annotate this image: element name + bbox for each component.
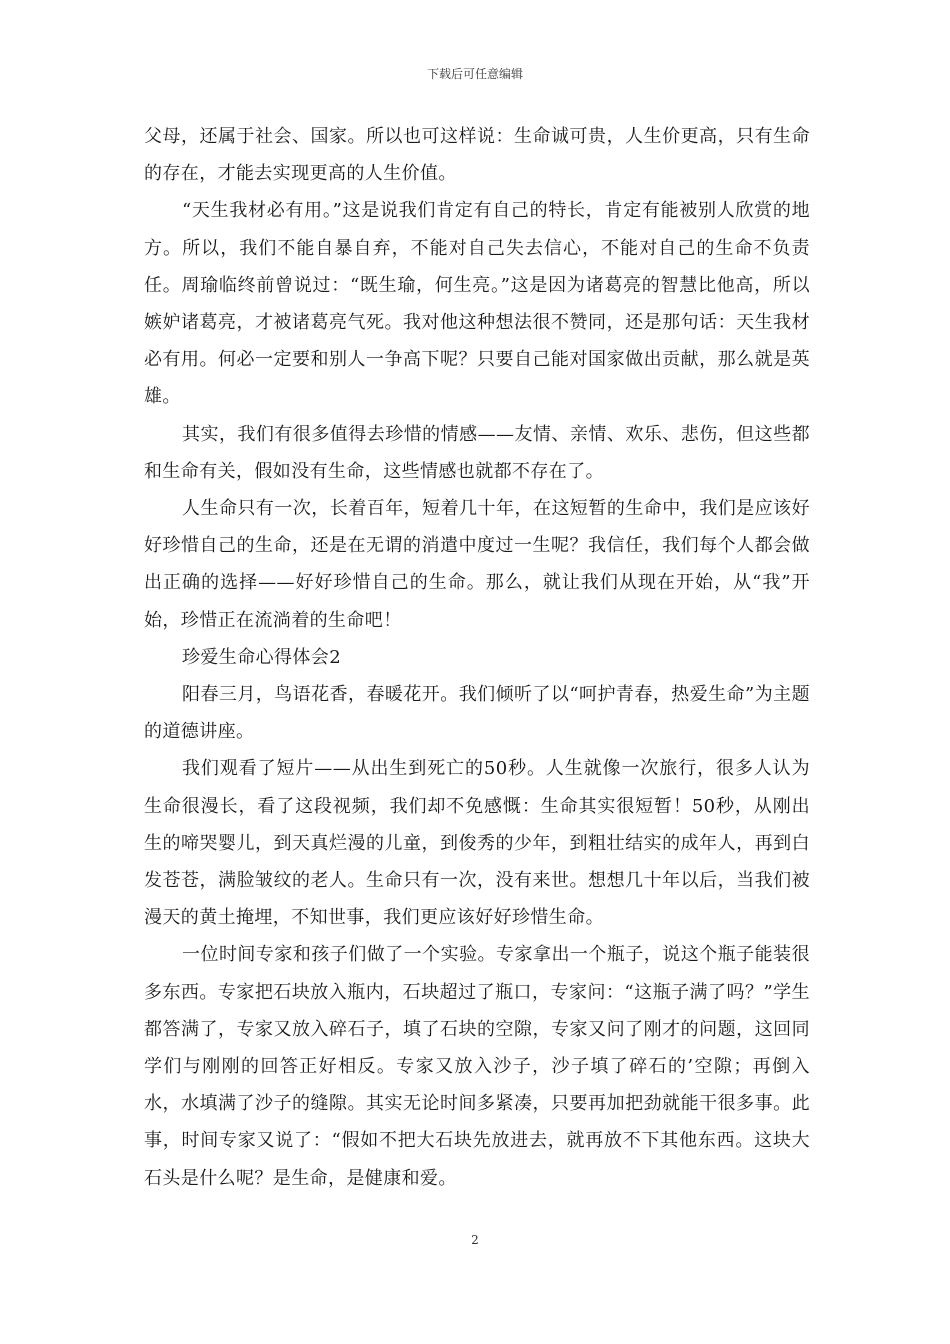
paragraph: 阳春三月，鸟语花香，春暖花开。我们倾听了以“呵护青春，热爱生命”为主题的道德讲座。: [144, 684, 810, 743]
paragraph-continuation: 父母，还属于社会、国家。所以也可这样说：生命诚可贵，人生价更高，只有生命的存在，才能去实现更高的人生价值。: [144, 126, 810, 185]
paragraph: 我们观看了短片——从出生到死亡的50秒。人生就像一次旅行，很多人认为生命很漫长，看了这段视频，我们却不免感慨：生命其实很短暂！50秒，从刚出生的啼哭婴儿，到天真烂漫的儿童，到俊秀的少年，到粗壮结实的成年人，再到白发苍苍，满脸皱纹的老人。生命只有一次，没有来世。想想几十年以后，当我们被漫天的黄土掩埋，不知世事，我们更应该好好珍惜生命。: [144, 758, 810, 929]
document-body: [144, 118, 810, 1197]
paragraph: 一位时间专家和孩子们做了一个实验。专家拿出一个瓶子，说这个瓶子能装很多东西。专家把石块放入瓶内，石块超过了瓶口，专家问：“这瓶子满了吗？”学生都答满了，专家又放入碎石子，填了石块的空隙，专家又问了刚才的问题，这回同学们与刚刚的回答正好相反。专家又放入沙子，沙子填了碎石的’空隙；再倒入水，水填满了沙子的缝隙。其实无论时间多紧凑，只要再加把劲就能干很多事。此事，时间专家又说了：“假如不把大石块先放进去，就再放不下其他东西。这块大石头是什么呢？是生命，是健康和爱。: [144, 944, 810, 1189]
section-heading: 珍爱生命心得体会2: [182, 646, 342, 668]
paragraph: “天生我材必有用。”这是说我们肯定有自己的特长，肯定有能被别人欣赏的地方。所以，我们不能自暴自弃，不能对自己失去信心，不能对自己的生命不负责任。周瑜临终前曾说过：“既生瑜，何生亮。”这是因为诸葛亮的智慧比他高，所以嫉妒诸葛亮，才被诸葛亮气死。我对他这种想法很不赞同，还是那句话：天生我材必有用。何必一定要和别人一争高下呢？只要自己能对国家做出贡献，那么就是英雄。: [144, 200, 810, 408]
page-header: 下载后可任意编辑: [426, 67, 523, 81]
paragraph: 其实，我们有很多值得去珍惜的情感——友情、亲情、欢乐、悲伤，但这些都和生命有关，假如没有生命，这些情感也就都不存在了。: [144, 423, 810, 482]
paragraph: 人生命只有一次，长着百年，短着几十年，在这短暂的生命中，我们是应该好好珍惜自己的生命，还是在无谓的消遣中度过一生呢？我信任，我们每个人都会做出正确的选择——好好珍惜自己的生命。那么，就让我们从现在开始，从“我”开始，珍惜正在流淌着的生命吧！: [144, 498, 810, 631]
page-number: 2: [471, 1233, 479, 1247]
